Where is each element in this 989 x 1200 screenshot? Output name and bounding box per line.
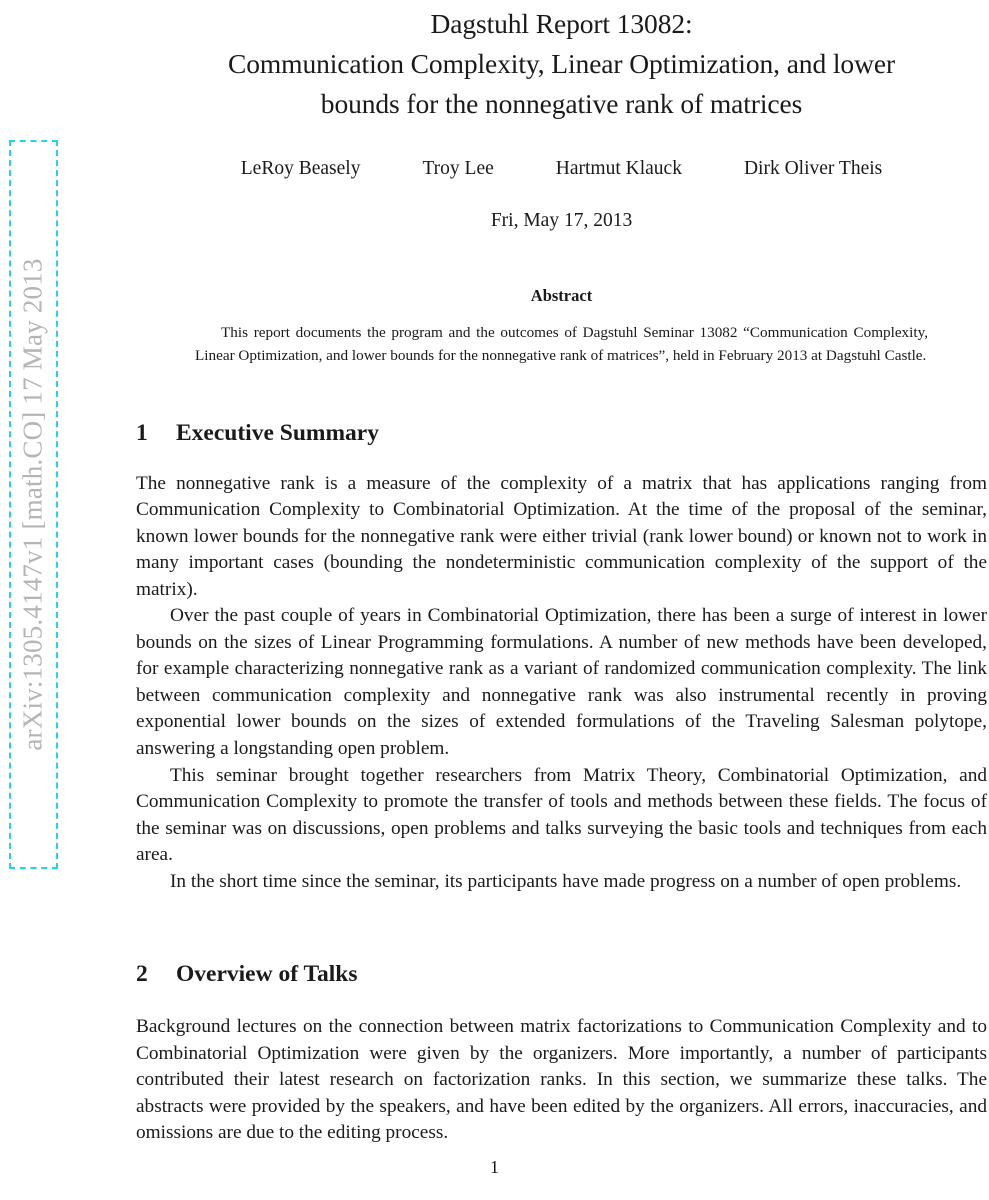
author-name: Troy Lee [422, 158, 494, 180]
document-page [136, 0, 987, 1147]
title-line-1: Dagstuhl Report 13082: [430, 8, 693, 39]
section-title: Overview of Talks [176, 961, 358, 988]
arxiv-stamp [9, 140, 58, 869]
section-number: 2 [136, 961, 148, 988]
author-name: Hartmut Klauck [555, 158, 682, 180]
author-name: LeRoy Beasely [240, 158, 361, 180]
paragraph: This seminar brought together researchers from Matrix Theory, Combinatorial Optimization, and Communication Complexity to promote the transfer of tools and methods between these fields. The focus of the seminar was on discussions, open problems and talks surveying the basic tools and techniques from each area. [136, 764, 987, 866]
abstract-heading: Abstract [530, 286, 593, 306]
section-number: 1 [136, 419, 148, 446]
paragraph: In the short time since the seminar, its participants have made progress on a number of open problems. [170, 870, 962, 892]
section-heading-executive-summary [136, 420, 987, 447]
section-title: Executive Summary [176, 419, 379, 446]
section-heading-overview-of-talks [136, 961, 987, 988]
paragraph: Over the past couple of years in Combinatorial Optimization, there has been a surge of interest in lower bounds on the sizes of Linear Programming formulations. A number of new methods have been developed, for example characterizing nonnegative rank as a variant of randomized communication complexity. The link between communication complexity and nonnegative rank was also instrumental recently in proving exponential lower bounds on the sizes of extended formulations of the Traveling Salesman polytope, answering a longstanding open problem. [136, 605, 987, 760]
page-number: 1 [490, 1157, 499, 1177]
title-line-3: bounds for the nonnegative rank of matrices [320, 88, 803, 120]
paragraph: The nonnegative rank is a measure of the complexity of a matrix that has applications ranging from Communication Complexity to Combinatorial Optimization. At the time of the proposal of the seminar, known lower bounds for the nonnegative rank were either trivial (rank lower bound) or known not to work in many important cases (bounding the nondeterministic communication complexity of the support of the matrix). [136, 472, 987, 600]
author-list [136, 158, 987, 180]
document-date: Fri, May 17, 2013 [490, 210, 633, 232]
arxiv-stamp-text: arXiv:1305.4147v1 [math.CO] 17 May 2013 [18, 258, 48, 751]
page-title [136, 0, 987, 124]
paragraph: Background lectures on the connection between matrix factorizations to Communication Complexity and to Combinatorial Optimization were given by the organizers. More importantly, a number of participants contributed their latest research on factorization ranks. In this section, we summarize these talks. The abstracts were provided by the speakers, and have been edited by the organizers. All errors, inaccuracies, and omissions are due to the editing process. [136, 1016, 987, 1144]
author-name: Dirk Oliver Theis [743, 158, 883, 180]
abstract-body: This report documents the program and the outcomes of Dagstuhl Seminar 13082 “Communication Complexity, Linear Optimization, and lower bounds for the nonnegative rank of matrices”, held in February 2013 at Dagstuhl Castle. [195, 324, 928, 365]
abstract-section [195, 286, 928, 367]
title-line-2: Communication Complexity, Linear Optimization, and lower [228, 48, 895, 80]
